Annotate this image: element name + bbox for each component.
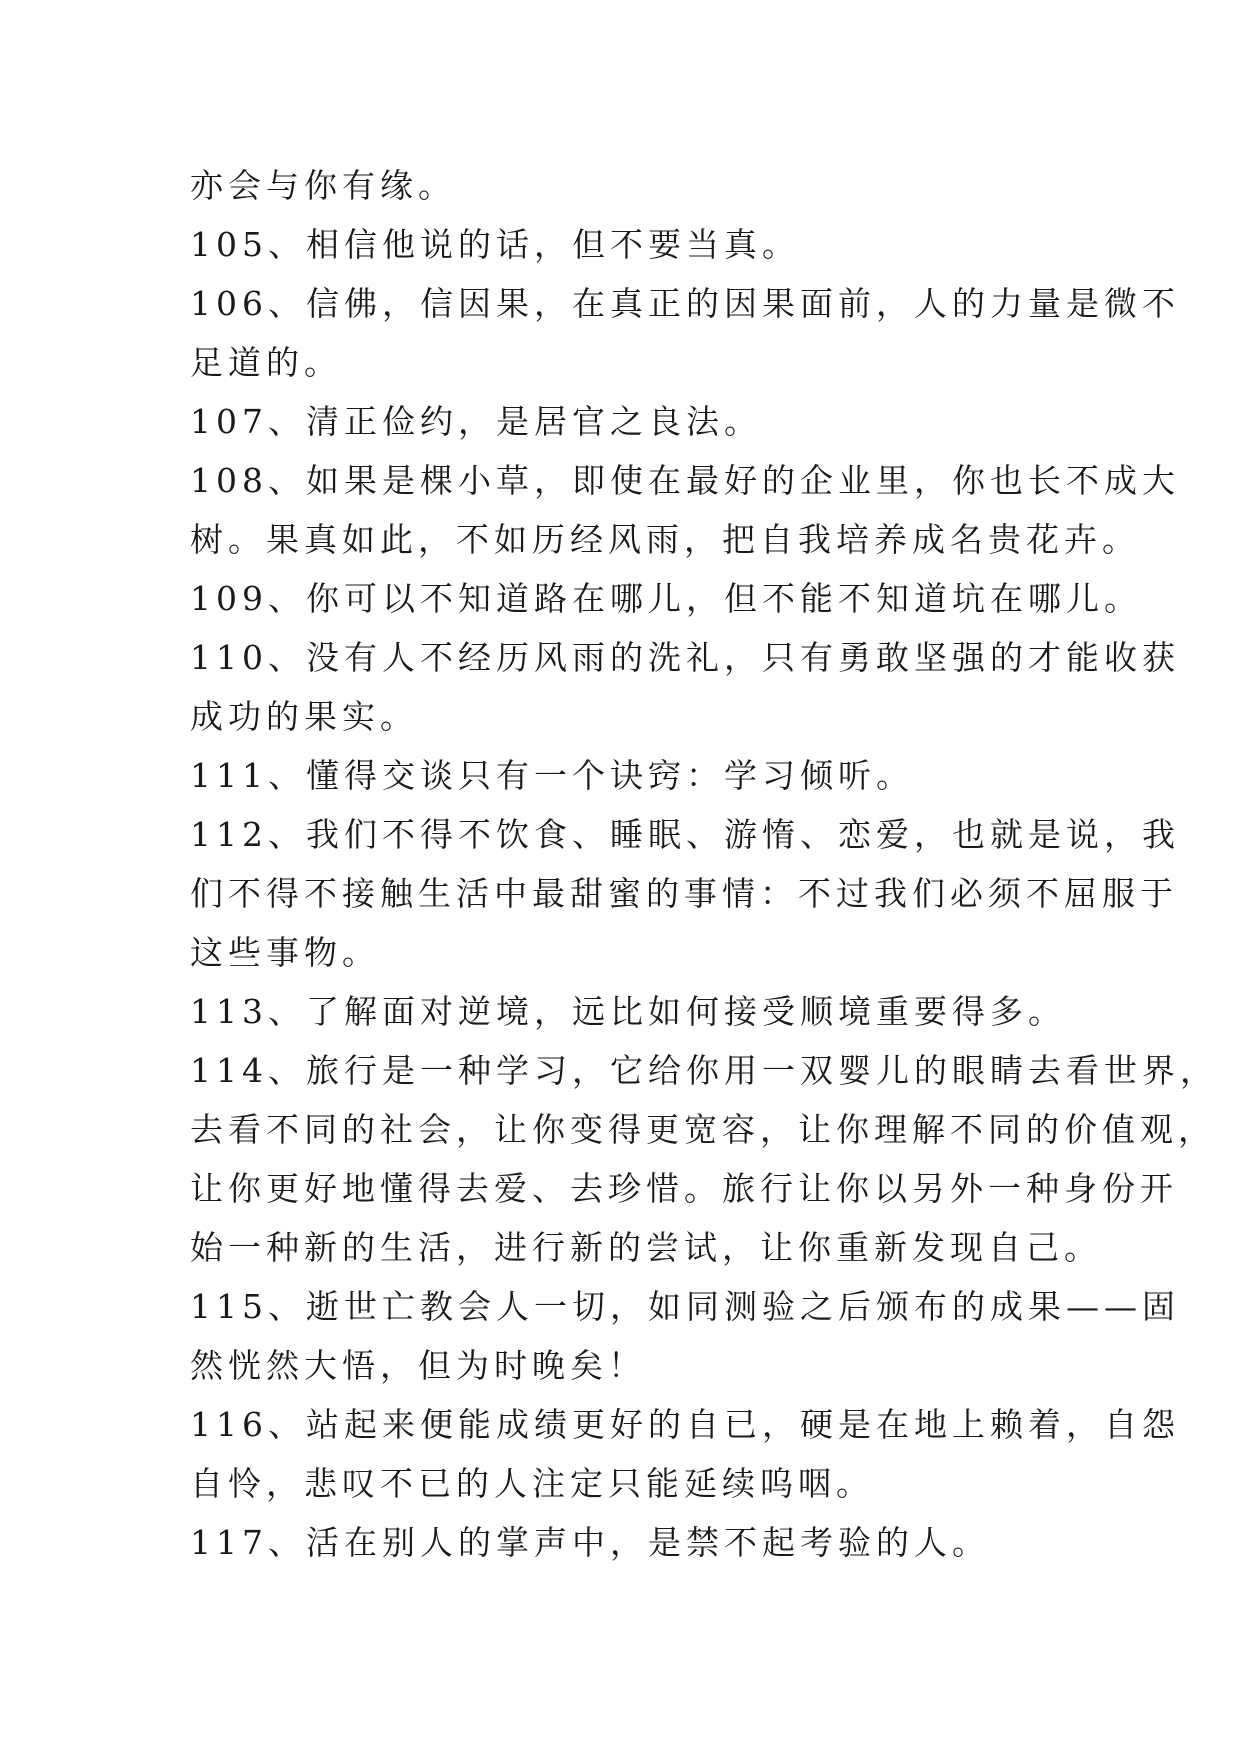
text-line: 足道的。 [190,343,342,382]
text-line: 成功的果实。 [190,697,418,736]
text-line: 然恍然大悟，但为时晚矣！ [190,1346,646,1385]
text-line: 让你更好地懂得去爱、去珍惜。旅行让你以另外一种身份开 [190,1169,1178,1208]
text-line: 自怜，悲叹不已的人注定只能延续呜咽。 [190,1464,874,1503]
text-line: 111、懂得交谈只有一个诀窍：学习倾听。 [190,756,914,795]
text-line: 106、信佛，信因果，在真正的因果面前，人的力量是微不 [190,284,1180,323]
text-line: 去看不同的社会，让你变得更宽容，让你理解不同的价值观， [190,1110,1216,1149]
text-line: 112、我们不得不饮食、睡眠、游惰、恋爱，也就是说，我 [190,815,1180,854]
text-line: 树。果真如此，不如历经风雨，把自我培养成名贵花卉。 [190,520,1140,559]
text-line: 114、旅行是一种学习，它给你用一双婴儿的眼睛去看世界， [190,1051,1218,1090]
text-line: 始一种新的生活，进行新的尝试，让你重新发现自己。 [190,1228,1102,1267]
text-line: 105、相信他说的话，但不要当真。 [190,225,800,264]
text-line: 116、站起来便能成绩更好的自已，硬是在地上赖着，自怨 [190,1405,1180,1444]
text-line: 108、如果是棵小草，即使在最好的企业里，你也长不成大 [190,461,1180,500]
text-line: 109、你可以不知道路在哪儿，但不能不知道坑在哪儿。 [190,579,1142,618]
text-line: 们不得不接触生活中最甜蜜的事情：不过我们必须不屈服于 [190,874,1178,913]
text-line: 亦会与你有缘。 [190,166,456,205]
text-line: 113、了解面对逆境，远比如何接受顺境重要得多。 [190,992,1066,1031]
text-line: 117、活在别人的掌声中，是禁不起考验的人。 [190,1523,990,1562]
text-line: 107、清正俭约，是居官之良法。 [190,402,762,441]
text-line: 这些事物。 [190,933,380,972]
document-body [190,156,1218,1572]
text-line: 110、没有人不经历风雨的洗礼，只有勇敢坚强的才能收获 [190,638,1180,677]
text-line: 115、逝世亡教会人一切，如同测验之后颁布的成果——固 [190,1287,1180,1326]
